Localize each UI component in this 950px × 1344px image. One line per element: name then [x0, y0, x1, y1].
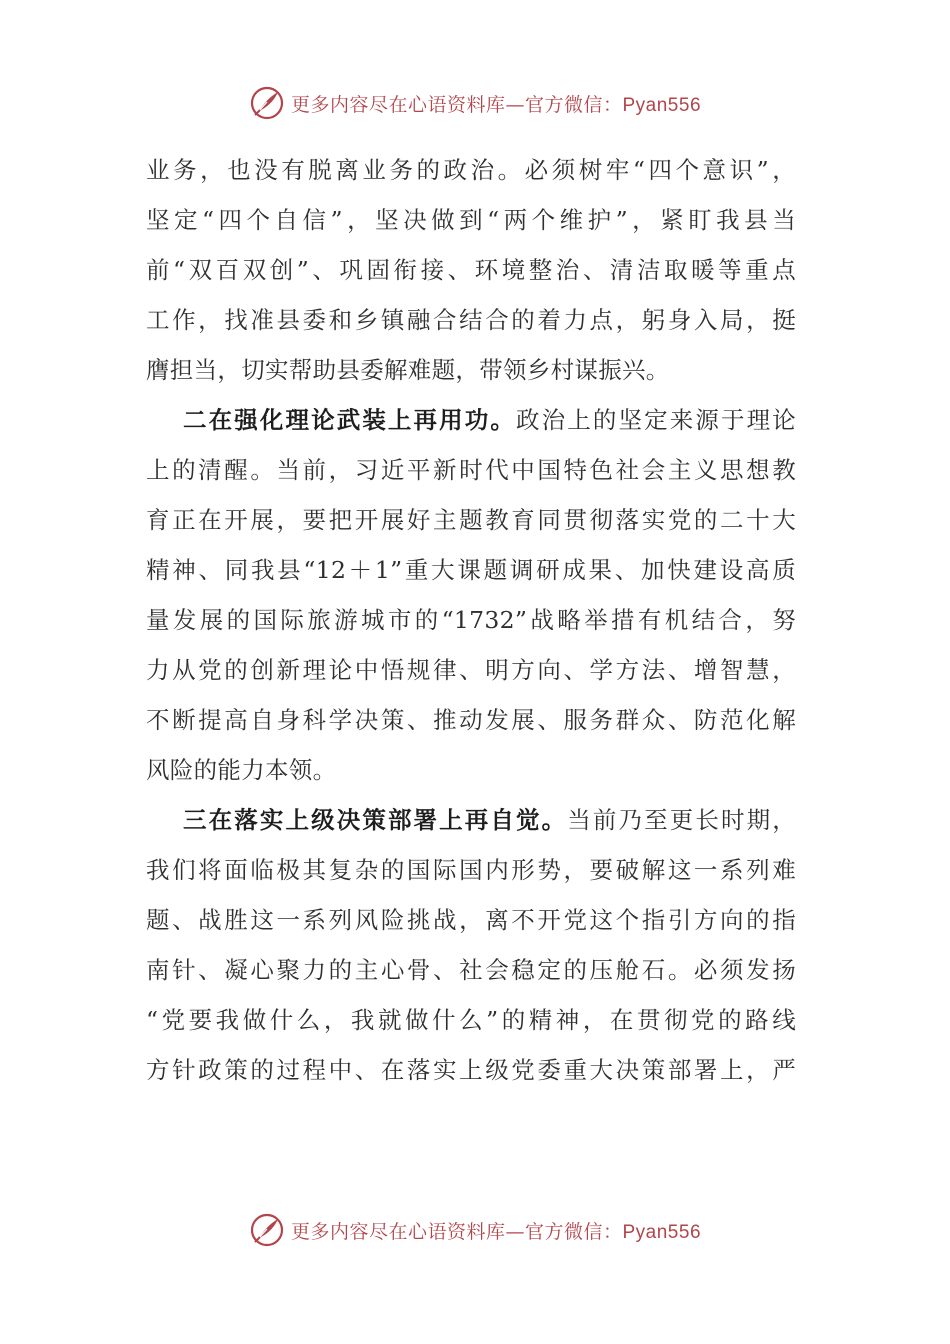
footer-wechat-id: Pyan556 [622, 1221, 702, 1243]
section-heading-3: 三在落实上级决策部署上再自觉。 [183, 806, 568, 834]
quill-logo-icon [249, 85, 285, 121]
quill-logo-icon [249, 1212, 285, 1248]
footer-banner [0, 1210, 950, 1250]
text-line: 不断提高自身科学决策、推动发展、服务群众、防范化解 [146, 706, 796, 734]
text-line: 风险的能力本领。 [146, 756, 337, 784]
paragraph-3-first-line: 三在落实上级决策部署上再自觉。当前乃至更长时期， [183, 806, 796, 834]
paragraph-2-first-line: 二在强化理论武装上再用功。政治上的坚定来源于理论 [183, 406, 796, 434]
text-line: 前“双百双创”、巩固衔接、环境整治、清洁取暖等重点 [146, 256, 796, 284]
header-banner [0, 83, 950, 123]
text-line: 量发展的国际旅游城市的“1732”战略举措有机结合，努 [146, 606, 796, 634]
text-line: 题、战胜这一系列风险挑战，离不开党这个指引方向的指 [146, 906, 796, 934]
text-line: 坚定“四个自信”，坚决做到“两个维护”，紧盯我县当 [146, 206, 796, 234]
text-line: 力从党的创新理论中悟规律、明方向、学方法、增智慧， [146, 656, 796, 684]
section-heading-2: 二在强化理论武装上再用功。 [183, 406, 517, 434]
text-line: “党要我做什么，我就做什么”的精神，在贯彻党的路线 [146, 1006, 796, 1034]
text-line: 我们将面临极其复杂的国际国内形势，要破解这一系列难 [146, 856, 796, 884]
header-wechat-id: Pyan556 [622, 94, 702, 116]
header-banner-text: 更多内容尽在心语资料库—官方微信：Pyan556 [290, 93, 702, 116]
text-line: 南针、凝心聚力的主心骨、社会稳定的压舱石。必须发扬 [146, 956, 796, 984]
text-line: 工作，找准县委和乡镇融合结合的着力点，躬身入局，挺 [146, 306, 796, 334]
text-line: 业务，也没有脱离业务的政治。必须树牢“四个意识”， [146, 156, 796, 184]
footer-banner-text: 更多内容尽在心语资料库—官方微信：Pyan556 [290, 1220, 702, 1243]
text-line: 上的清醒。当前，习近平新时代中国特色社会主义思想教 [146, 456, 796, 484]
text-line: 精神、同我县“12＋1”重大课题调研成果、加快建设高质 [146, 556, 796, 584]
text-line: 方针政策的过程中、在落实上级党委重大决策部署上，严 [146, 1056, 796, 1084]
text-line: 膺担当，切实帮助县委解难题，带领乡村谋振兴。 [146, 356, 670, 384]
text-line: 育正在开展，要把开展好主题教育同贯彻落实党的二十大 [146, 506, 796, 534]
document-body [146, 145, 796, 1095]
